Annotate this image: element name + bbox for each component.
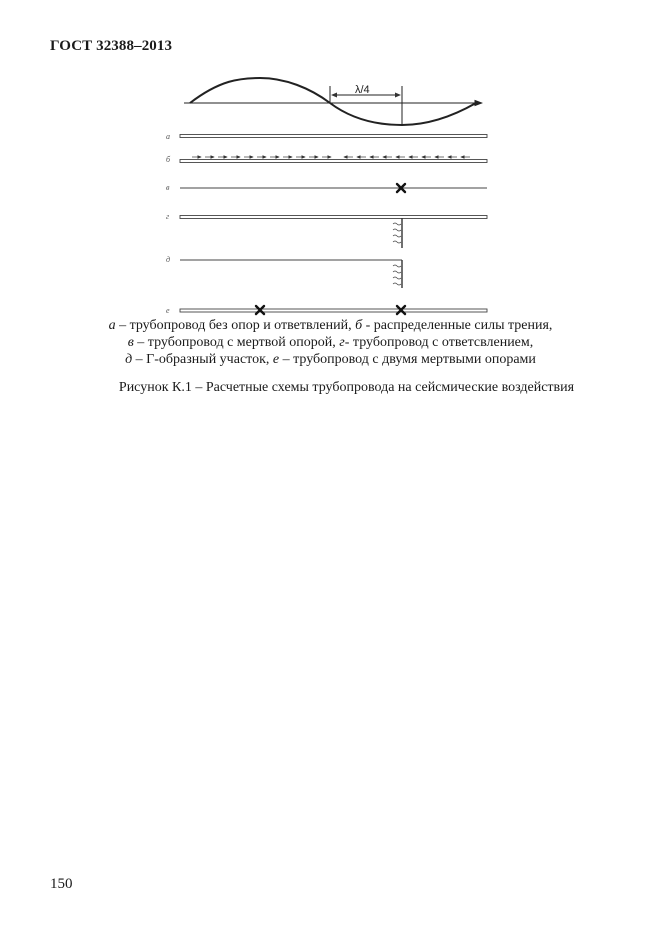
legend-line-3 [0,351,661,368]
legend-letter: б [355,318,363,333]
figure-title: Рисунок К.1 – Расчетные схемы трубопровода на сейсмические воздействия [118,380,575,395]
scheme-letter: а [166,132,170,141]
pipe [180,135,487,138]
legend-letter: е [272,352,280,367]
pipeline-schemes-figure [0,0,661,330]
scheme-g [166,212,487,248]
legend-line-2 [0,334,661,351]
legend-text: - распределенные силы трения, [362,318,553,333]
document-code: ГОСТ 32388–2013 [50,38,173,54]
legend-text: - трубопровод с ответсвлением, [344,335,534,350]
quarter-wave-label: λ/4 [355,84,370,96]
pipe [180,160,487,163]
page-number: 150 [50,876,73,892]
leg-support-icon [393,265,401,285]
pipe [180,309,487,312]
legend-letter: в [127,335,134,350]
sine-wave [190,78,476,125]
figure-legend [0,317,661,368]
legend-letter: а [108,318,116,333]
seismic-wave-diagram [184,78,482,125]
legend-letter: г [339,335,345,350]
pipe [180,216,487,219]
scheme-a [166,132,487,141]
scheme-v [166,183,487,192]
scheme-letter: б [166,155,171,164]
scheme-letter: г [166,212,170,221]
legend-text: – трубопровод с мертвой опорой, [133,335,340,350]
legend-text: – Г-образный участок, [132,352,273,367]
scheme-e [166,306,487,315]
scheme-letter: в [166,183,170,192]
legend-text: – трубопровод с двумя мертвыми опорами [279,352,536,367]
branch-support-icon [393,223,401,243]
legend-text: – трубопровод без опор и ответвлений, [115,318,356,333]
scheme-b [166,155,487,164]
scheme-letter: д [166,255,171,264]
scheme-d [166,255,402,288]
scheme-letter: е [166,306,170,315]
legend-letter: д [125,352,133,367]
legend-line-1 [0,317,661,334]
